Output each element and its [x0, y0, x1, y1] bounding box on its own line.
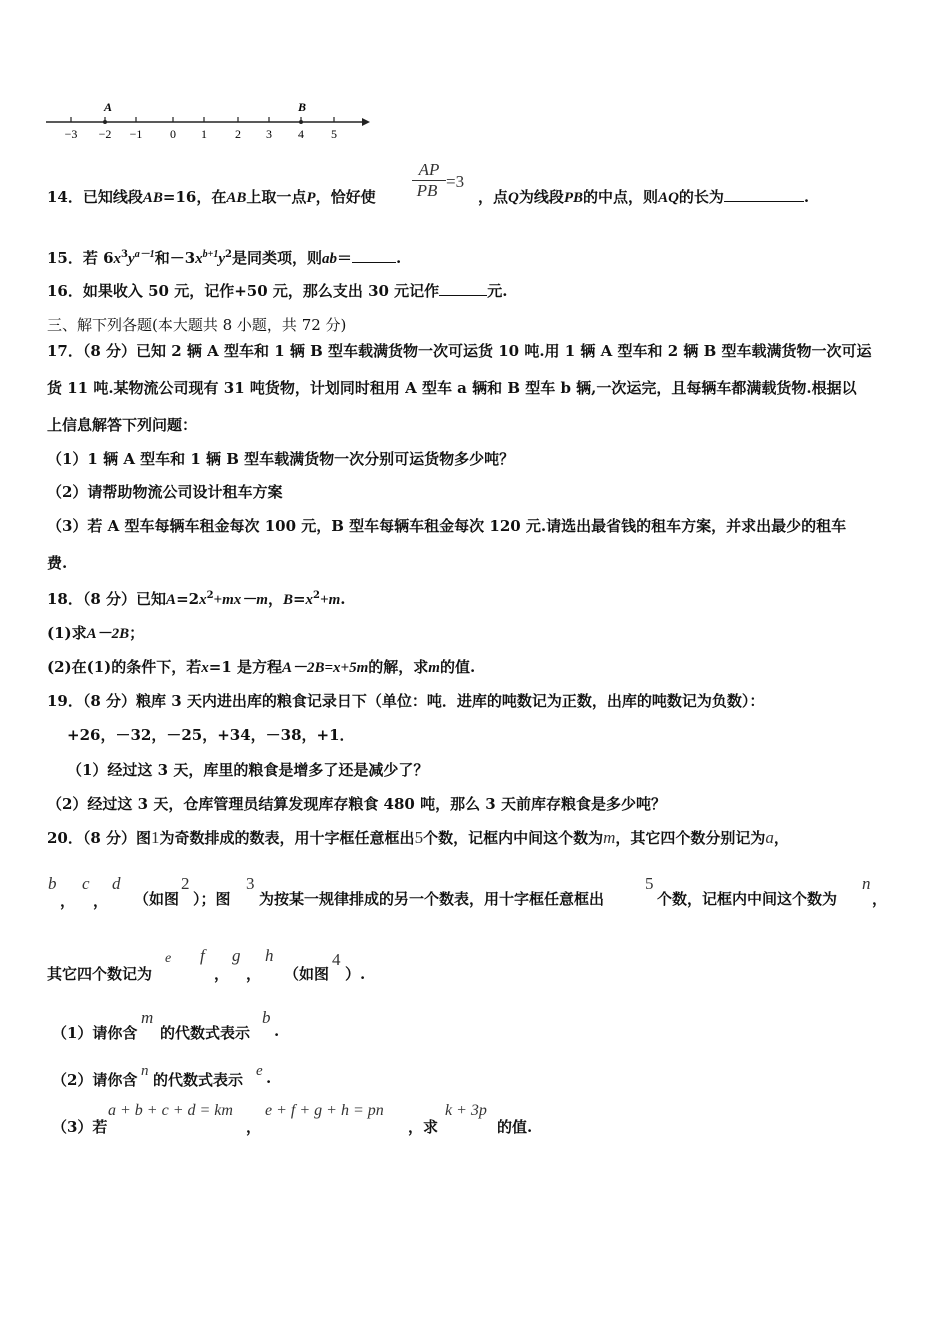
- var-h: h: [265, 946, 274, 965]
- section-3-title: 三、解下列各题(本大题共 8 小题，共 72 分): [47, 316, 347, 334]
- var-n-sub2: n: [141, 1063, 149, 1079]
- fig-3-number: 3: [246, 874, 255, 893]
- question-20-sub1-end: .: [274, 1022, 280, 1040]
- point-b-dot: [299, 120, 303, 124]
- question-20-line1: 20．（8 分）图1为奇数排成的数表，用十字框任意框出5个数，记框内中间这个数为m，其它四个数分别记为a，: [47, 828, 789, 847]
- question-17-line1: 17．（8 分）已知 2 辆 A 型车和 1 辆 B 型车载满货物一次可运货 10 吨.用 1 辆 A 型车和 2 辆 B 型车载满货物一次可运: [47, 342, 872, 360]
- tick-label: 3: [266, 127, 272, 141]
- question-20-sub2: （2）请你含: [52, 1071, 138, 1089]
- tick-label: −2: [98, 127, 112, 141]
- tick-label: 1: [201, 127, 207, 141]
- question-14-cont: ，点Q为线段PB的中点，则AQ的长为 .: [478, 188, 810, 206]
- question-20-line2a: （如图: [134, 890, 180, 908]
- question-20-sub3-end: 的值.: [497, 1118, 533, 1136]
- point-b-label: B: [298, 100, 307, 114]
- question-17-line3: 上信息解答下列问题：: [47, 416, 198, 434]
- comma-f: ，: [214, 965, 230, 983]
- question-20-sub1: （1）请你含: [52, 1024, 138, 1042]
- question-20-sub2-end: .: [266, 1069, 272, 1087]
- answer-blank: [439, 281, 487, 296]
- comma-2: ，: [93, 892, 109, 910]
- question-20-line2c: 为按某一规律排成的另一个数表，用十字框任意框出: [259, 890, 605, 908]
- var-b: b: [48, 874, 57, 893]
- fraction-ap-pb: $\frac{AP}{PB}$: [412, 160, 446, 201]
- tick-label: 0: [170, 127, 176, 141]
- fraction-equals-3: =3: [446, 172, 465, 191]
- question-18-line3: (2)在(1)的条件下，若x=1 是方程A－2B=x+5m的解，求m的值.: [47, 658, 476, 676]
- comma-eq: ，: [246, 1118, 262, 1136]
- fig-2-number: 2: [181, 874, 190, 893]
- question-16: 16．如果收入 50 元，记作+50 元，那么支出 30 元记作 元.: [47, 282, 508, 300]
- question-19-sub1: （1）经过这 3 天，库里的粮食是增多了还是减少了？: [67, 761, 429, 779]
- question-14: 14．已知线段AB=16，在AB上取一点P，恰好使: [47, 188, 376, 206]
- question-19-line1: 19．（8 分）粮库 3 天内进出库的粮食记录日下（单位：吨．进库的吨数记为正数，出库的吨数记为负数）：: [47, 692, 765, 710]
- tick-label: 2: [235, 127, 241, 141]
- var-b-sub1: b: [262, 1008, 271, 1027]
- var-e-sub2: e: [256, 1063, 263, 1079]
- question-17-sub3b: 费.: [47, 554, 68, 572]
- tick-label: 4: [298, 127, 304, 141]
- var-m-sub1: m: [141, 1008, 154, 1027]
- var-d: d: [112, 874, 121, 893]
- answer-blank: [352, 248, 396, 263]
- question-17-sub1: （1）1 辆 A 型车和 1 辆 B 型车载满货物一次分别可运货物多少吨？: [47, 450, 515, 468]
- tick-label: −3: [64, 127, 78, 141]
- equation-abcd: a + b + c + d = km: [108, 1102, 233, 1119]
- question-19-sub2: （2）经过这 3 天，仓库管理员结算发现库存粮食 480 吨，那么 3 天前库存粮食是多少吨？: [47, 795, 666, 813]
- question-20-sub3: （3）若: [52, 1118, 108, 1136]
- tick-label: 5: [331, 127, 337, 141]
- question-18-line2: (1)求A－2B；: [47, 624, 145, 642]
- number-line-figure: [40, 95, 380, 145]
- var-e: e: [165, 951, 172, 966]
- question-20-sub3b: ，求: [408, 1118, 439, 1136]
- tick-label: −1: [129, 127, 143, 141]
- point-a-label: A: [104, 100, 113, 114]
- var-g: g: [232, 946, 241, 965]
- var-f: f: [200, 946, 205, 965]
- question-19-values: +26，－32，－25，+34，－38，+1．: [67, 726, 355, 744]
- question-20-line2b: ）；图: [193, 890, 231, 908]
- comma-n: ，: [872, 890, 888, 908]
- question-18-line1: 18．（8 分）已知$A=2x^2+mx-m$，$B=x^2+m$.: [47, 590, 346, 608]
- question-20-line3b: （如图: [284, 965, 330, 983]
- point-a-dot: [103, 120, 107, 124]
- var-n: n: [862, 874, 871, 893]
- answer-blank: [724, 187, 804, 202]
- comma-1: ，: [60, 892, 76, 910]
- question-17-line2: 货 11 吨.某物流公司现有 31 吨货物，计划同时租用 A 型车 a 辆和 B 型车 b 辆,一次运完，且每辆车都满载货物.根据以: [47, 379, 857, 397]
- question-17-sub3: （3）若 A 型车每辆车租金每次 100 元，B 型车每辆车租金每次 120 元.请选出最省钱的租车方案，并求出最少的租车: [47, 517, 847, 535]
- comma-g: ，: [246, 965, 262, 983]
- question-20-sub1b: 的代数式表示: [160, 1024, 251, 1042]
- question-20-sub2b: 的代数式表示: [153, 1071, 244, 1089]
- fig-4-number: 4: [332, 950, 341, 969]
- question-20-line3c: ）.: [345, 965, 366, 983]
- five-number: 5: [645, 874, 654, 893]
- expression-k3p: k + 3p: [445, 1102, 487, 1119]
- question-15: 15．若 $6x^3y^{a-1}$和$-3x^{b+1}y^2$是同类项，则ab＝ .: [47, 249, 402, 267]
- question-20-line2d: 个数，记框内中间这个数为: [657, 890, 838, 908]
- equation-efgh: e + f + g + h = pn: [265, 1102, 384, 1119]
- question-17-sub2: （2）请帮助物流公司设计租车方案: [47, 483, 283, 501]
- var-c: c: [82, 874, 90, 893]
- question-20-line3a: 其它四个数记为: [47, 965, 153, 983]
- number-line-arrow: [362, 118, 370, 126]
